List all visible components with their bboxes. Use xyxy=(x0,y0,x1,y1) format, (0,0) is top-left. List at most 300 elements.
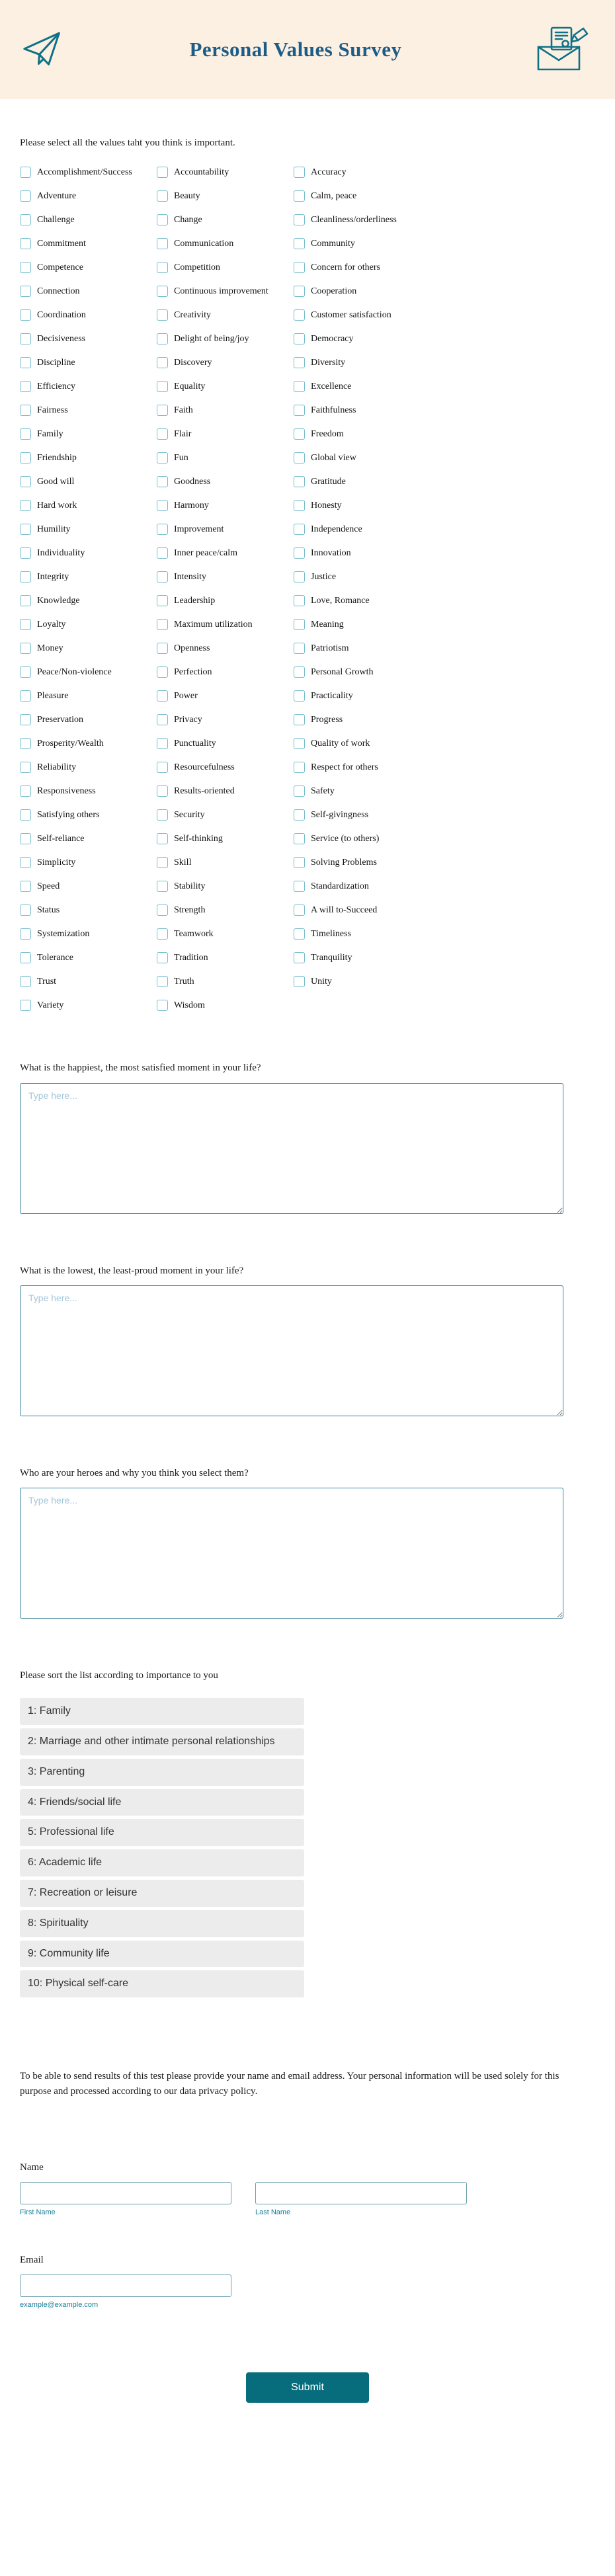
checkbox-icon xyxy=(20,357,31,368)
sort-item[interactable]: 5: Professional life xyxy=(20,1819,304,1846)
value-option-label: Punctuality xyxy=(174,738,216,748)
value-option[interactable] xyxy=(157,857,294,868)
name-question xyxy=(20,2161,595,2216)
checkbox-icon xyxy=(294,309,305,321)
value-option-label: Competence xyxy=(37,262,83,272)
checkbox-icon xyxy=(294,262,305,273)
checkbox-icon xyxy=(20,928,31,940)
name-row xyxy=(20,2182,595,2216)
value-option[interactable] xyxy=(157,547,294,559)
value-option-label: Community xyxy=(311,238,355,249)
checkbox-icon xyxy=(294,762,305,773)
value-option[interactable] xyxy=(20,500,157,511)
value-option[interactable] xyxy=(294,666,430,678)
value-option[interactable] xyxy=(157,738,294,749)
value-option[interactable] xyxy=(294,762,430,773)
last-name-input[interactable] xyxy=(255,2182,467,2204)
sort-item[interactable]: 7: Recreation or leisure xyxy=(20,1880,304,1907)
value-option[interactable] xyxy=(157,833,294,844)
checkbox-icon xyxy=(157,333,168,344)
form-title: Personal Values Survey xyxy=(189,38,402,61)
value-option[interactable] xyxy=(157,167,294,178)
value-option[interactable] xyxy=(20,571,157,583)
checkbox-icon xyxy=(20,714,31,725)
heroes-answer-textarea[interactable] xyxy=(20,1488,563,1619)
value-option-label: Faithfulness xyxy=(311,405,356,415)
first-name-field xyxy=(20,2182,231,2216)
value-option[interactable] xyxy=(294,619,430,630)
checkbox-icon xyxy=(20,690,31,702)
value-option-label: Progress xyxy=(311,714,343,725)
sort-item[interactable]: 1: Family xyxy=(20,1698,304,1725)
checkbox-icon xyxy=(294,643,305,654)
value-option[interactable] xyxy=(20,428,157,440)
value-option[interactable] xyxy=(157,428,294,440)
value-option[interactable] xyxy=(20,619,157,630)
checkbox-icon xyxy=(294,238,305,249)
value-option-label: Meaning xyxy=(311,619,344,629)
checkbox-icon xyxy=(157,643,168,654)
value-option[interactable] xyxy=(157,309,294,321)
value-option-label: Honesty xyxy=(311,500,342,510)
value-option[interactable] xyxy=(20,595,157,606)
checkbox-icon xyxy=(157,214,168,225)
checkbox-icon xyxy=(20,167,31,178)
checkbox-icon xyxy=(294,524,305,535)
value-option[interactable] xyxy=(20,785,157,797)
value-option[interactable] xyxy=(294,524,430,535)
value-option[interactable] xyxy=(294,643,430,654)
value-option[interactable] xyxy=(294,238,430,249)
checkbox-icon xyxy=(20,476,31,487)
value-option-label: Inner peace/calm xyxy=(174,547,237,558)
value-option-label: Adventure xyxy=(37,190,77,201)
value-option-label: Skill xyxy=(174,857,192,867)
checkbox-icon xyxy=(294,214,305,225)
value-option-label: Self-thinking xyxy=(174,833,223,844)
value-option[interactable] xyxy=(294,785,430,797)
value-option[interactable] xyxy=(157,500,294,511)
value-option[interactable] xyxy=(157,214,294,225)
value-option[interactable] xyxy=(294,571,430,583)
value-option-label: Resourcefulness xyxy=(174,762,235,772)
value-option[interactable] xyxy=(294,476,430,487)
value-option-label: Excellence xyxy=(311,381,352,391)
value-option[interactable] xyxy=(157,262,294,273)
value-option[interactable] xyxy=(294,690,430,702)
value-option-label: Global view xyxy=(311,452,356,463)
checkbox-icon xyxy=(157,762,168,773)
value-option[interactable] xyxy=(157,952,294,963)
checkbox-icon xyxy=(20,238,31,249)
value-option[interactable] xyxy=(157,1000,294,1011)
value-option[interactable] xyxy=(20,666,157,678)
value-option[interactable] xyxy=(157,881,294,892)
checkbox-icon xyxy=(157,309,168,321)
value-option-label: Discovery xyxy=(174,357,212,368)
value-option-label: Loyalty xyxy=(37,619,66,629)
checkbox-icon xyxy=(20,190,31,202)
value-option[interactable] xyxy=(20,547,157,559)
value-option[interactable] xyxy=(20,881,157,892)
value-option-label: Tolerance xyxy=(37,952,73,963)
checkbox-icon xyxy=(294,381,305,392)
value-option[interactable] xyxy=(157,571,294,583)
value-option[interactable] xyxy=(20,976,157,987)
value-option-label: Standardization xyxy=(311,881,369,891)
happiest-question-label: What is the happiest, the most satisfied moment in your life? xyxy=(20,1063,261,1074)
value-option[interactable] xyxy=(157,405,294,416)
value-option-label: Maximum utilization xyxy=(174,619,253,629)
checkbox-icon xyxy=(294,738,305,749)
value-option-label: Strength xyxy=(174,905,206,915)
values-grid xyxy=(20,167,595,1011)
value-option[interactable] xyxy=(157,714,294,725)
value-option-label: Responsiveness xyxy=(37,785,96,796)
value-option-label: Tradition xyxy=(174,952,208,963)
value-option[interactable] xyxy=(294,905,430,916)
sort-question xyxy=(20,1669,595,1997)
value-option-label: Continuous improvement xyxy=(174,286,268,296)
checkbox-icon xyxy=(20,619,31,630)
value-option-label: Unity xyxy=(311,976,332,986)
value-option-label: Gratitude xyxy=(311,476,346,487)
sort-item[interactable]: 6: Academic life xyxy=(20,1849,304,1876)
value-option[interactable] xyxy=(20,286,157,297)
value-option[interactable] xyxy=(20,714,157,725)
value-option[interactable] xyxy=(157,452,294,463)
value-option[interactable] xyxy=(157,381,294,392)
checkbox-icon xyxy=(157,857,168,868)
heroes-question-label: Who are your heroes and why you think you select them? xyxy=(20,1467,249,1478)
value-option[interactable] xyxy=(20,405,157,416)
value-option-label: Democracy xyxy=(311,333,354,344)
value-option[interactable] xyxy=(157,190,294,202)
value-option[interactable] xyxy=(20,381,157,392)
value-option[interactable] xyxy=(20,905,157,916)
checkbox-icon xyxy=(157,619,168,630)
value-option-label: Calm, peace xyxy=(311,190,357,201)
value-option[interactable] xyxy=(20,762,157,773)
checkbox-icon xyxy=(20,881,31,892)
checkbox-icon xyxy=(157,595,168,606)
value-option-label: Systemization xyxy=(37,928,90,939)
value-option[interactable] xyxy=(20,524,157,535)
value-option[interactable] xyxy=(157,785,294,797)
checkbox-icon xyxy=(157,428,168,440)
checkbox-icon xyxy=(20,595,31,606)
happiest-answer-textarea[interactable] xyxy=(20,1083,563,1214)
checkbox-icon xyxy=(157,286,168,297)
value-option-label: Speed xyxy=(37,881,60,891)
value-option[interactable] xyxy=(294,976,430,987)
value-option-label: Openness xyxy=(174,643,210,653)
checkbox-icon xyxy=(294,809,305,821)
checkbox-icon xyxy=(157,262,168,273)
value-option-label: Simplicity xyxy=(37,857,76,867)
checkbox-icon xyxy=(157,357,168,368)
value-option-label: Challenge xyxy=(37,214,75,225)
value-option[interactable] xyxy=(294,214,430,225)
checkbox-icon xyxy=(20,500,31,511)
value-option-label: Hard work xyxy=(37,500,77,510)
value-option[interactable] xyxy=(157,666,294,678)
value-option[interactable] xyxy=(294,286,430,297)
name-question-label: Name xyxy=(20,2161,44,2173)
value-option[interactable] xyxy=(157,476,294,487)
value-option-label: Competition xyxy=(174,262,220,272)
value-option-label: Commitment xyxy=(37,238,86,249)
heroes-question xyxy=(20,1467,595,1619)
value-option[interactable] xyxy=(294,881,430,892)
value-option[interactable] xyxy=(20,309,157,321)
submit-button[interactable]: Submit xyxy=(246,2372,369,2403)
sort-item[interactable]: 3: Parenting xyxy=(20,1759,304,1786)
checkbox-icon xyxy=(157,167,168,178)
value-option[interactable] xyxy=(20,738,157,749)
checkbox-icon xyxy=(294,857,305,868)
checkbox-icon xyxy=(157,666,168,678)
checkbox-icon xyxy=(20,428,31,440)
value-option[interactable] xyxy=(20,214,157,225)
checkbox-icon xyxy=(294,476,305,487)
value-option[interactable] xyxy=(20,476,157,487)
checkbox-icon xyxy=(157,405,168,416)
value-option-label: Money xyxy=(37,643,63,653)
value-option[interactable] xyxy=(294,167,430,178)
value-option[interactable] xyxy=(157,928,294,940)
checkbox-icon xyxy=(20,905,31,916)
value-option[interactable] xyxy=(20,1000,157,1011)
checkbox-icon xyxy=(294,333,305,344)
happiest-question xyxy=(20,1061,595,1213)
value-option[interactable] xyxy=(157,809,294,821)
value-option-label: Concern for others xyxy=(311,262,380,272)
first-name-input[interactable] xyxy=(20,2182,231,2204)
checkbox-icon xyxy=(157,1000,168,1011)
checkbox-icon xyxy=(294,952,305,963)
value-option-label: Cooperation xyxy=(311,286,357,296)
checkbox-icon xyxy=(294,428,305,440)
value-option[interactable] xyxy=(20,857,157,868)
checkbox-icon xyxy=(157,452,168,463)
checkbox-icon xyxy=(20,262,31,273)
checkbox-icon xyxy=(294,405,305,416)
value-option-label: Status xyxy=(37,905,60,915)
value-option[interactable] xyxy=(157,976,294,987)
email-field xyxy=(20,2274,595,2309)
value-option-label: Friendship xyxy=(37,452,77,463)
value-option[interactable] xyxy=(157,238,294,249)
value-option-label: Family xyxy=(37,428,63,439)
sort-question-label: Please sort the list according to importance to you xyxy=(20,1670,218,1681)
email-sublabel: example@example.com xyxy=(20,2301,99,2310)
value-option[interactable] xyxy=(294,190,430,202)
value-option[interactable] xyxy=(294,500,430,511)
value-option[interactable] xyxy=(20,357,157,368)
checkbox-icon xyxy=(20,309,31,321)
checkbox-icon xyxy=(294,785,305,797)
sort-item[interactable]: 4: Friends/social life xyxy=(20,1789,304,1816)
value-option-label: A will to-Succeed xyxy=(311,905,378,915)
value-option[interactable] xyxy=(294,333,430,344)
checkbox-icon xyxy=(157,190,168,202)
value-option-label: Pleasure xyxy=(37,690,69,701)
value-option-label: Independence xyxy=(311,524,362,534)
checkbox-icon xyxy=(294,452,305,463)
value-option-label: Freedom xyxy=(311,428,344,439)
sort-item[interactable]: 2: Marriage and other intimate personal relationships xyxy=(20,1728,304,1755)
value-option[interactable] xyxy=(157,690,294,702)
value-option-label: Self-givingness xyxy=(311,809,369,820)
first-name-sublabel: First Name xyxy=(20,2208,56,2216)
value-option-label: Wisdom xyxy=(174,1000,205,1010)
sort-item[interactable]: 9: Community life xyxy=(20,1941,304,1968)
value-option[interactable] xyxy=(20,262,157,273)
value-option-label: Flair xyxy=(174,428,192,439)
email-input[interactable] xyxy=(20,2274,231,2297)
checkbox-icon xyxy=(294,881,305,892)
checkbox-icon xyxy=(294,167,305,178)
value-option-label: Coordination xyxy=(37,309,86,320)
checkbox-icon xyxy=(157,976,168,987)
value-option[interactable] xyxy=(157,643,294,654)
checkbox-icon xyxy=(20,452,31,463)
value-option-label: Service (to others) xyxy=(311,833,380,844)
value-option[interactable] xyxy=(20,452,157,463)
checkbox-icon xyxy=(294,666,305,678)
value-option-label: Diversity xyxy=(311,357,346,368)
value-option[interactable] xyxy=(294,952,430,963)
value-option[interactable] xyxy=(20,167,157,178)
value-option[interactable] xyxy=(294,309,430,321)
value-option-label: Delight of being/joy xyxy=(174,333,249,344)
checkbox-icon xyxy=(157,381,168,392)
value-option[interactable] xyxy=(20,190,157,202)
sort-item[interactable]: 8: Spirituality xyxy=(20,1910,304,1937)
sort-item[interactable]: 10: Physical self-care xyxy=(20,1970,304,1997)
values-question xyxy=(20,136,595,1011)
value-option[interactable] xyxy=(294,357,430,368)
checkbox-icon xyxy=(157,500,168,511)
checkbox-icon xyxy=(20,643,31,654)
checkbox-icon xyxy=(294,976,305,987)
value-option[interactable] xyxy=(294,381,430,392)
value-option-label: Efficiency xyxy=(37,381,76,391)
value-option[interactable] xyxy=(294,595,430,606)
value-option-label: Discipline xyxy=(37,357,75,368)
checkbox-icon xyxy=(157,714,168,725)
value-option[interactable] xyxy=(157,619,294,630)
value-option-label: Truth xyxy=(174,976,194,986)
value-option[interactable] xyxy=(294,809,430,821)
value-option-label: Cleanliness/orderliness xyxy=(311,214,397,225)
value-option-label: Communication xyxy=(174,238,234,249)
value-option[interactable] xyxy=(157,524,294,535)
value-option[interactable] xyxy=(20,333,157,344)
checkbox-icon xyxy=(20,952,31,963)
checkbox-icon xyxy=(20,524,31,535)
checkbox-icon xyxy=(157,547,168,559)
value-option-label: Beauty xyxy=(174,190,200,201)
value-option[interactable] xyxy=(157,333,294,344)
value-option-label: Equality xyxy=(174,381,206,391)
value-option[interactable] xyxy=(294,405,430,416)
value-option-label: Change xyxy=(174,214,202,225)
value-option[interactable] xyxy=(20,643,157,654)
checkbox-icon xyxy=(294,619,305,630)
checkbox-icon xyxy=(157,881,168,892)
value-option-label: Self-reliance xyxy=(37,833,85,844)
value-option[interactable] xyxy=(157,905,294,916)
value-option[interactable] xyxy=(20,809,157,821)
value-option[interactable] xyxy=(20,833,157,844)
checkbox-icon xyxy=(157,928,168,940)
value-option-label: Integrity xyxy=(37,571,69,582)
value-option[interactable] xyxy=(294,428,430,440)
checkbox-icon xyxy=(157,738,168,749)
value-option-label: Perfection xyxy=(174,666,212,677)
value-option[interactable] xyxy=(294,738,430,749)
value-option[interactable] xyxy=(294,857,430,868)
value-option-label: Goodness xyxy=(174,476,211,487)
form-header xyxy=(0,0,615,99)
value-option-label: Safety xyxy=(311,785,335,796)
value-option-label: Tranquility xyxy=(311,952,352,963)
value-option[interactable] xyxy=(294,547,430,559)
value-option-label: Practicality xyxy=(311,690,353,701)
lowest-answer-textarea[interactable] xyxy=(20,1285,563,1416)
value-option-label: Quality of work xyxy=(311,738,370,748)
checkbox-icon xyxy=(157,476,168,487)
checkbox-icon xyxy=(294,547,305,559)
value-option-label: Individuality xyxy=(37,547,85,558)
value-option[interactable] xyxy=(157,762,294,773)
value-option[interactable] xyxy=(294,928,430,940)
value-option[interactable] xyxy=(20,690,157,702)
sortable-list xyxy=(20,1698,595,1997)
checkbox-icon xyxy=(20,762,31,773)
value-option[interactable] xyxy=(294,452,430,463)
value-option-label: Decisiveness xyxy=(37,333,86,344)
value-option[interactable] xyxy=(157,595,294,606)
value-option-label: Variety xyxy=(37,1000,64,1010)
checkbox-icon xyxy=(20,833,31,844)
last-name-sublabel: Last Name xyxy=(255,2208,291,2216)
checkbox-icon xyxy=(20,785,31,797)
value-option[interactable] xyxy=(157,286,294,297)
value-option[interactable] xyxy=(294,262,430,273)
value-option[interactable] xyxy=(294,714,430,725)
checkbox-icon xyxy=(20,571,31,583)
checkbox-icon xyxy=(157,785,168,797)
checkbox-icon xyxy=(157,571,168,583)
privacy-note: To be able to send results of this test please provide your name and email address. Your personal information will be used solely for this purpose and processed according to our data privacy policy. xyxy=(20,2071,559,2097)
checkbox-icon xyxy=(294,571,305,583)
value-option[interactable] xyxy=(294,833,430,844)
lowest-question xyxy=(20,1264,595,1416)
value-option-label: Solving Problems xyxy=(311,857,377,867)
value-option[interactable] xyxy=(20,928,157,940)
value-option-label: Faith xyxy=(174,405,193,415)
checkbox-icon xyxy=(294,286,305,297)
value-option[interactable] xyxy=(157,357,294,368)
value-option-label: Reliability xyxy=(37,762,77,772)
checkbox-icon xyxy=(157,809,168,821)
value-option[interactable] xyxy=(20,952,157,963)
value-option[interactable] xyxy=(20,238,157,249)
value-option-label: Accountability xyxy=(174,167,229,177)
